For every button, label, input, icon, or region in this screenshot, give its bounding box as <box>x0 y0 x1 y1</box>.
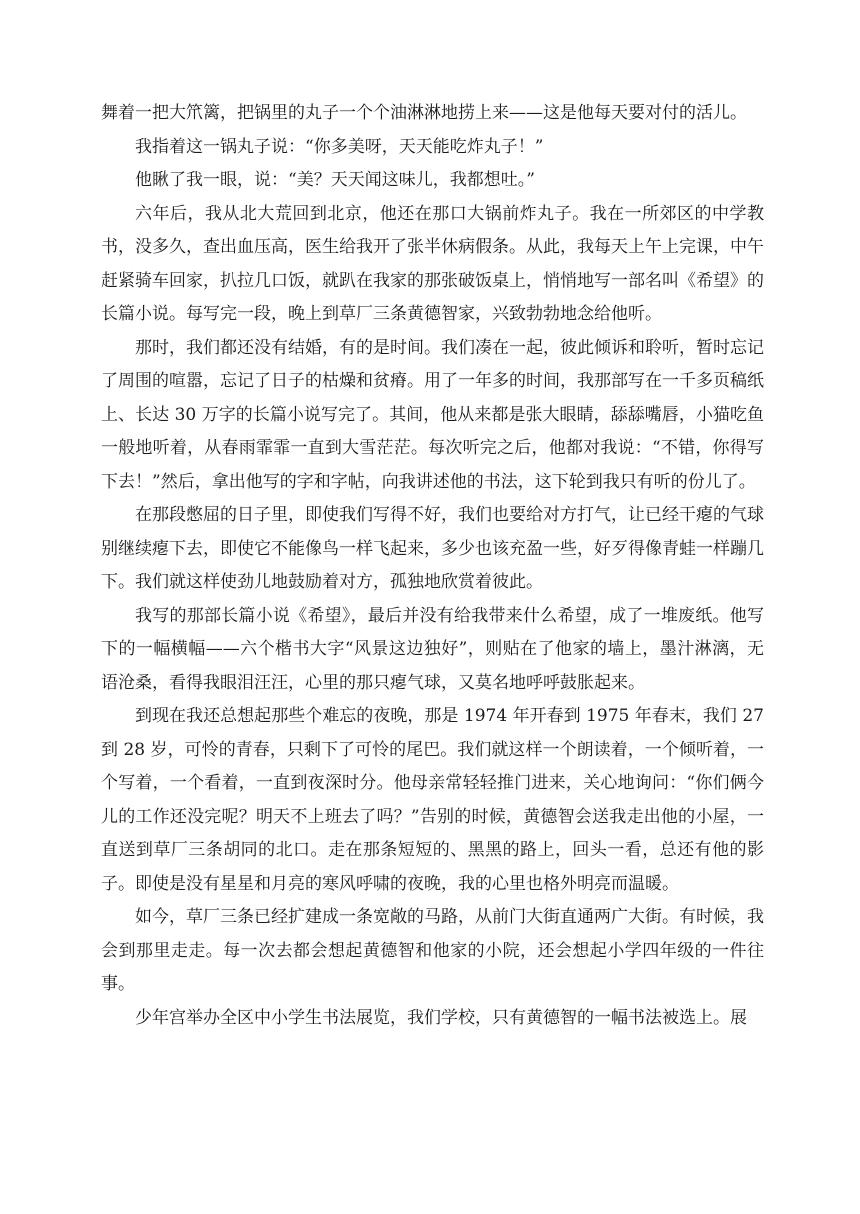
paragraph-9: 如今，草厂三条已经扩建成一条宽敞的马路，从前门大街直通两广大街。有时候，我会到那里走走。每一次去都会想起黄德智和他家的小院，还会想起小学四年级的一件往事。 <box>101 907 764 994</box>
paragraph-5: 那时，我们都还没有结婚，有的是时间。我们凑在一起，彼此倾诉和聆听，暂时忘记了周围的喧嚣，忘记了日子的枯燥和贫瘠。用了一年多的时间，我那部写在一千多页稿纸上、长达 30 万字的长篇小说写完了。其间，他从来都是张大眼睛，舔舔嘴唇，小猫吃鱼一般地听着，从春雨霏霏一直到大雪茫茫。每次听完之后，他都对我说：“不错，你得写下去！”然后，拿出他写的字和字帖，向我讲述他的书法，这下轮到我只有听的份儿了。 <box>101 337 764 492</box>
paragraph-6: 在那段憋屈的日子里，即使我们写得不好，我们也要给对方打气，让已经干瘪的气球别继续瘪下去，即使它不能像鸟一样飞起来，多少也该充盈一些，好歹得像青蛙一样蹦几下。我们就这样使劲儿地鼓励着对方，孤独地欣赏着彼此。 <box>101 505 764 592</box>
paragraph-10: 少年宫举办全区中小学生书法展览，我们学校，只有黄德智的一幅书法被选上。展 <box>135 1007 747 1028</box>
paragraph-2: 我指着这一锅丸子说：“你多美呀，天天能吃炸丸子！” <box>135 136 544 157</box>
paragraph-1: 舞着一把大笊篱，把锅里的丸子一个个油淋淋地捞上来——这是他每天要对付的活儿。 <box>101 103 747 123</box>
paragraph-3: 他瞅了我一眼，说：“美？天天闻这味儿，我都想吐。” <box>135 170 535 190</box>
paragraph-7: 我写的那部长篇小说《希望》，最后并没有给我带来什么希望，成了一堆废纸。他写下的一幅横幅——六个楷书大字“风景这边独好”，则贴在了他家的墙上，墨汁淋漓，无语沧桑，看得我眼泪汪汪，心里的那只瘪气球，又莫名地呼呼鼓胀起来。 <box>101 605 764 693</box>
paragraph-4: 六年后，我从北大荒回到北京，他还在那口大锅前炸丸子。我在一所郊区的中学教书，没多久，查出血压高，医生给我开了张半休病假条。从此，我每天上午上完课，中午赶紧骑车回家，扒拉几口饭，就趴在我家的那张破饭桌上，悄悄地写一部名叫《希望》的长篇小说。每写完一段，晚上到草厂三条黄德智家，兴致勃勃地念给他听。 <box>101 203 764 324</box>
paragraph-8: 到现在我还总想起那些个难忘的夜晚，那是 1974 年开春到 1975 年春末，我们 27 到 28 岁，可怜的青春，只剩下了可怜的尾巴。我们就这样一个朗读着，一个倾听着，一个写着，一个看着，一直到夜深时分。他母亲常轻轻推门进来，关心地询问：“你们俩今儿的工作还没完呢？明天不上班去了吗？”告别的时候，黄德智会送我走出他的小屋，一直送到草厂三条胡同的北口。走在那条短短的、黑黑的路上，回头一看，总还有他的影子。即使是没有星星和月亮的寒风呼啸的夜晚，我的心里也格外明亮而温暖。 <box>101 706 764 894</box>
article-body <box>101 97 764 1035</box>
